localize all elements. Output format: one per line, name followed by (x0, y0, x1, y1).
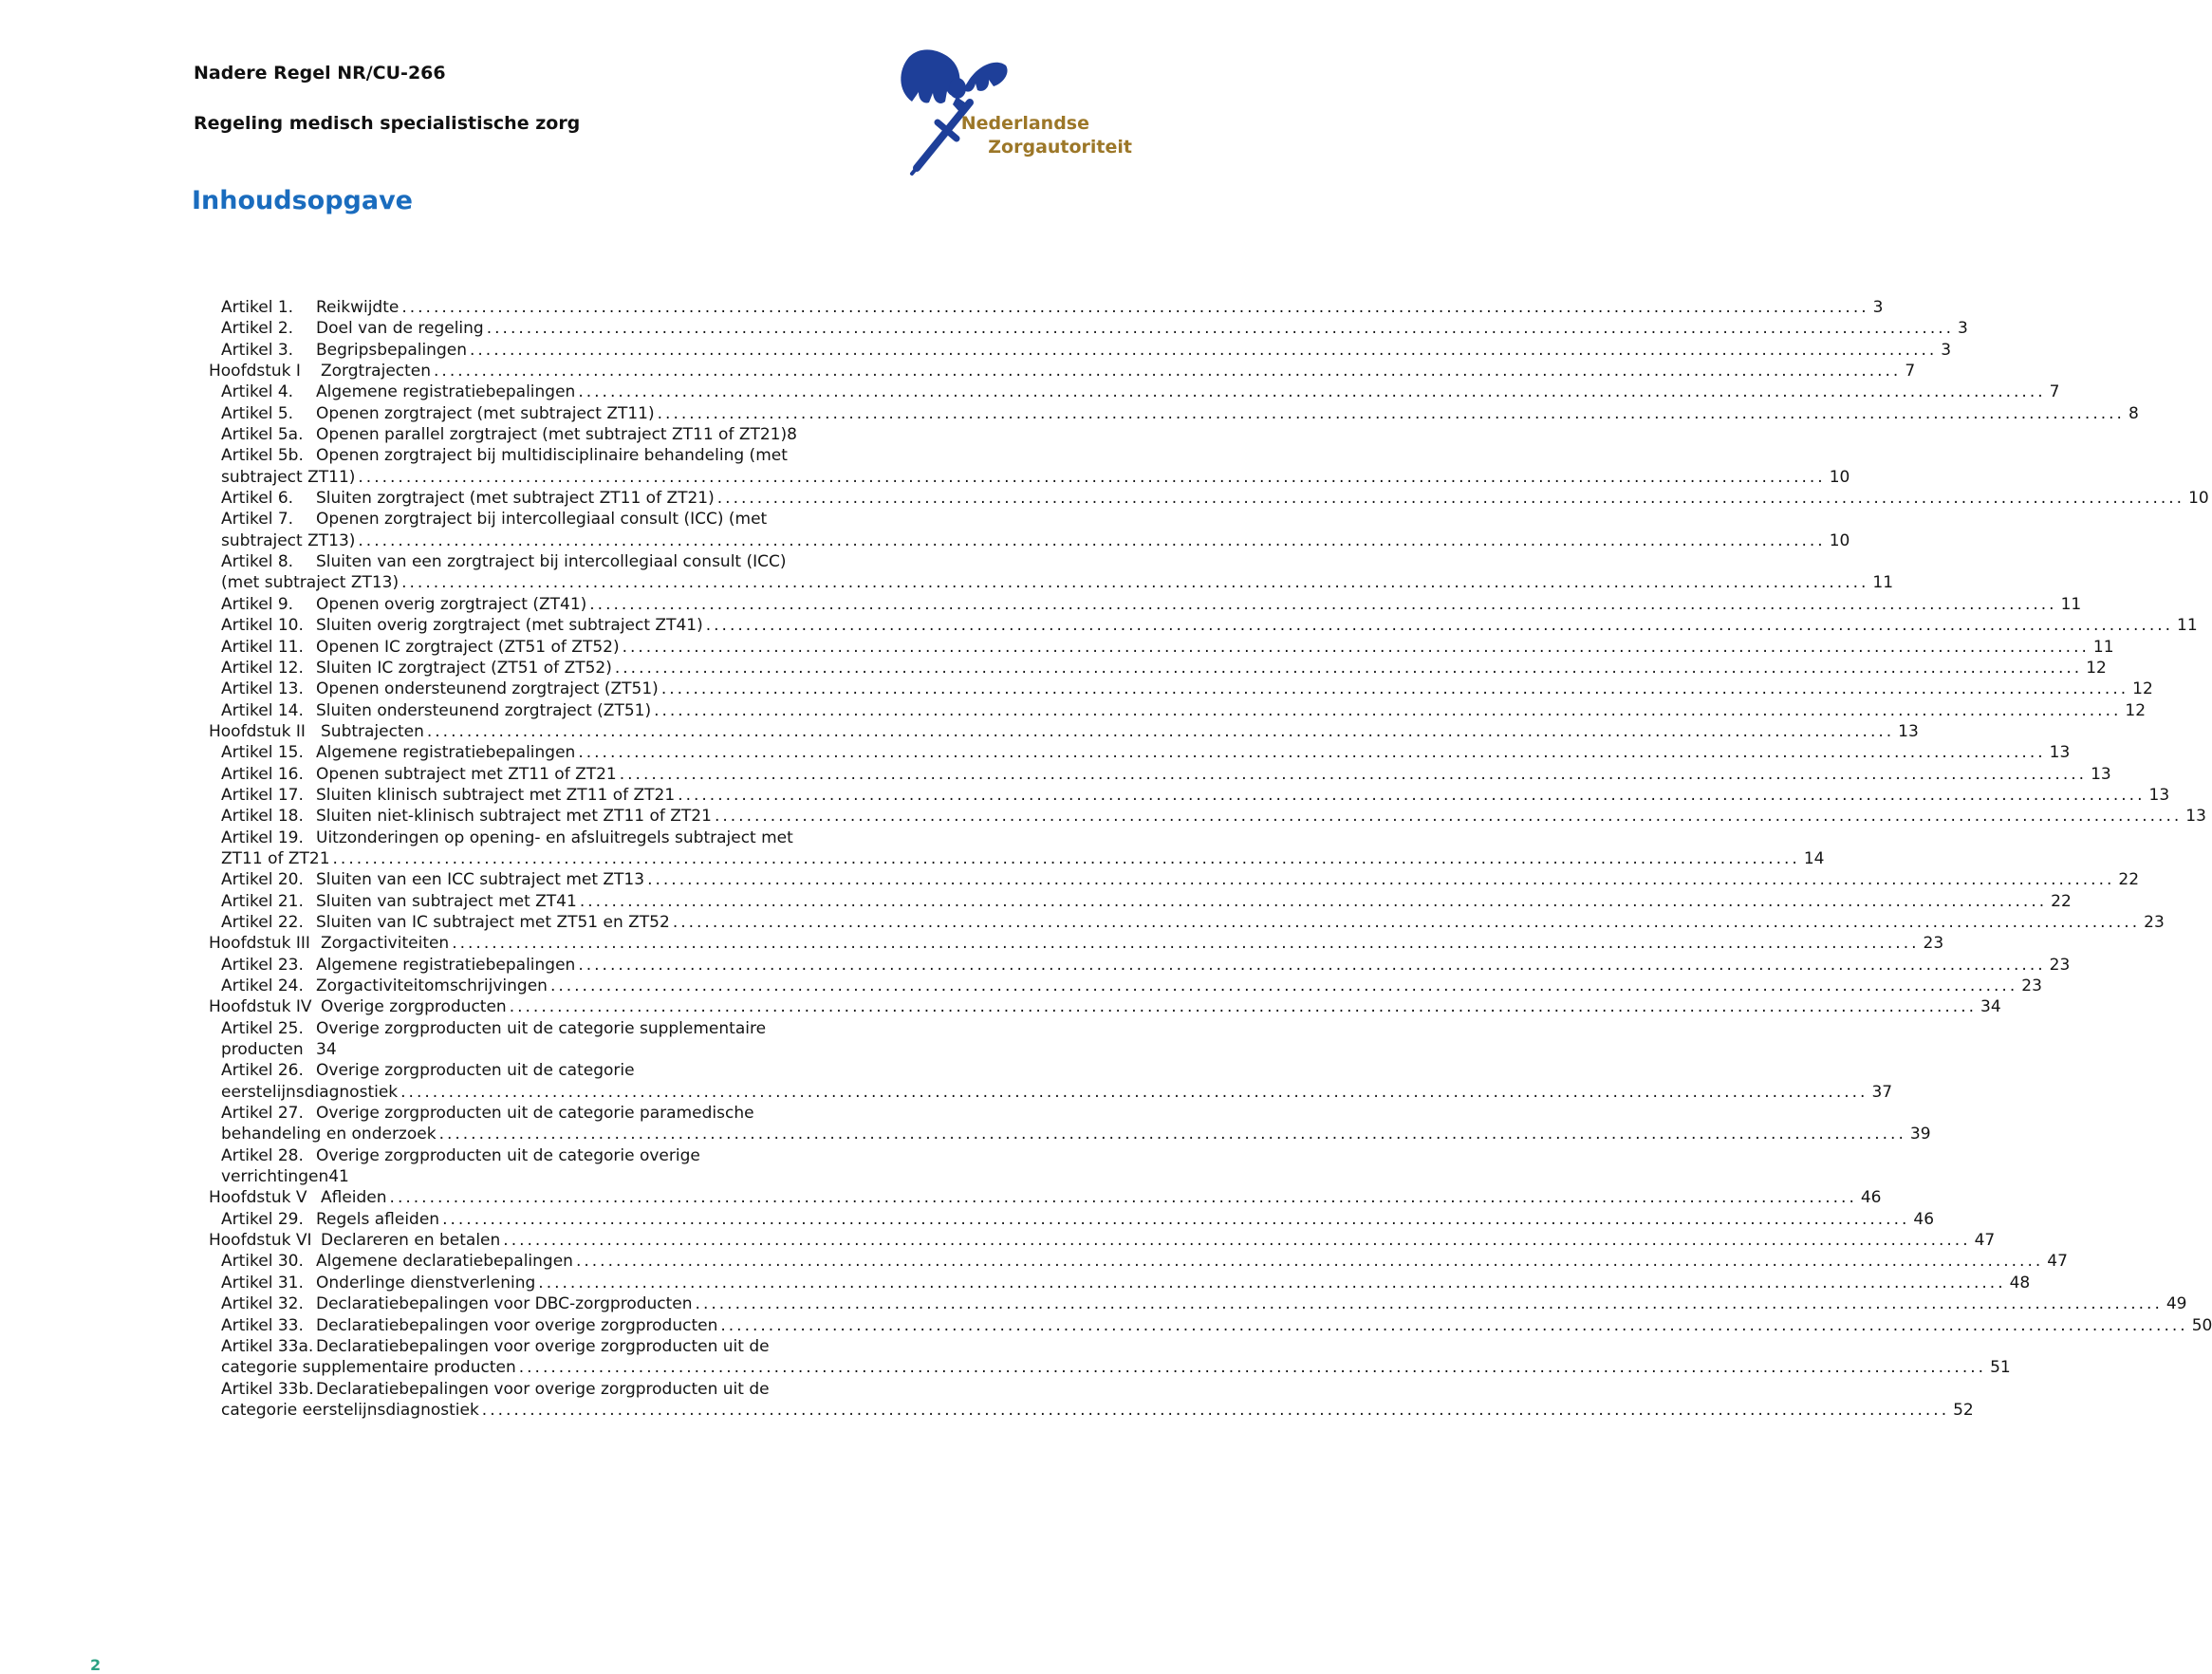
toc-entry-title: Begripsbepalingen (316, 340, 467, 360)
toc-entry-page-number: 13 (2091, 764, 2111, 784)
toc-entry-page-number: 11 (1872, 573, 1894, 593)
toc-entry-title: Zorgactiviteiten (321, 934, 450, 954)
toc-entry-page-number: 23 (2144, 912, 2165, 932)
toc-dot-leader (717, 488, 2184, 509)
toc-dot-leader (706, 615, 2173, 636)
toc-dot-leader (482, 1400, 1949, 1421)
toc-entry-label: Artikel 22. (221, 912, 304, 932)
toc-entry-page-number: 23 (2021, 976, 2042, 995)
toc-entry-label: Artikel 31. (221, 1273, 304, 1293)
toc-entry-label: Hoofdstuk II (209, 721, 306, 741)
toc-entry-title: Uitzonderingen op opening- en afsluitregels subtraject met (316, 828, 793, 847)
toc-entry-label: Artikel 9. (221, 594, 294, 614)
toc-entry-label: Artikel 13. (221, 679, 304, 699)
toc-dot-leader (400, 1082, 1868, 1103)
toc-entry-page-number: 8 (2128, 403, 2139, 423)
toc-entry-title: Sluiten van subtraject met ZT41 (316, 891, 577, 911)
toc-entry-title: Zorgtrajecten (321, 362, 432, 381)
toc-row (209, 933, 1944, 954)
toc-entry-label: Hoofdstuk I (209, 362, 301, 381)
toc-entry-label: Artikel 10. (221, 616, 304, 636)
toc-entry-label: Artikel 33. (221, 1315, 304, 1335)
toc-entry-label: Artikel 26. (221, 1061, 304, 1081)
toc-entry-label: Artikel 14. (221, 700, 304, 720)
toc-entry-title: Sluiten niet-klinisch subtraject met ZT11 of ZT21 (316, 807, 712, 827)
toc-row (209, 1018, 884, 1039)
toc-entry-page-number: 39 (1909, 1125, 1931, 1144)
toc-row (209, 679, 2153, 699)
toc-entry-title: Openen zorgtraject bij multidisciplinaire behandeling (met (316, 446, 788, 466)
toc-entry-title: Openen parallel zorgtraject (met subtraject ZT11 of ZT21)8 (316, 425, 797, 445)
toc-row (209, 1293, 2187, 1314)
toc-entry-title: Declareren en betalen (321, 1231, 501, 1251)
page-title: Inhoudsopgave (192, 186, 413, 215)
toc-entry-title: eerstelijnsdiagnostiek (221, 1082, 399, 1102)
toc-entry-title: Openen subtraject met ZT11 of ZT21 (316, 764, 617, 784)
toc-row (209, 869, 2140, 890)
toc-row (209, 976, 2042, 996)
toc-dot-leader (696, 1293, 2163, 1314)
toc-dot-leader (434, 361, 1901, 381)
toc-dot-leader (427, 721, 1894, 742)
toc-entry-title: Openen IC zorgtraject (ZT51 of ZT52) (316, 637, 620, 657)
toc-dot-leader (550, 976, 2017, 996)
toc-row (209, 1187, 1882, 1208)
toc-entry-title: ZT11 of ZT21 (221, 848, 330, 868)
toc-entry-page-number: 47 (2047, 1252, 2068, 1272)
toc-row (209, 1230, 1996, 1251)
toc-entry-title: Zorgactiviteitomschrijvingen (316, 976, 548, 995)
toc-dot-leader (654, 700, 2121, 721)
toc-dot-leader (401, 572, 1868, 593)
toc-dot-leader (358, 530, 1825, 551)
toc-entry-page-number: 11 (2060, 594, 2082, 614)
toc-dot-leader (715, 806, 2182, 827)
toc-dot-leader (487, 318, 1954, 339)
toc-entry-title: Algemene registratiebepalingen (316, 743, 576, 763)
toc-entry-title: Declaratiebepalingen voor DBC-zorgproducten (316, 1294, 693, 1314)
toc-entry-title: verrichtingen41 (221, 1167, 349, 1187)
toc-dot-leader (658, 403, 2125, 424)
toc-entry-title: Openen zorgtraject (met subtraject ZT11) (316, 403, 655, 423)
toc-row (209, 1400, 1974, 1421)
toc-dot-leader (615, 658, 2082, 679)
toc-row (209, 1379, 884, 1400)
toc-entry-title: Algemene declaratiebepalingen (316, 1252, 573, 1272)
toc-row (209, 1251, 2068, 1272)
toc-row (209, 891, 2072, 912)
toc-entry-title: Overige zorgproducten (321, 997, 507, 1017)
toc-entry-title: Sluiten IC zorgtraject (ZT51 of ZT52) (316, 658, 612, 678)
toc-entry-page-number: 46 (1913, 1209, 1935, 1229)
toc-entry-label: Artikel 32. (221, 1294, 304, 1314)
toc-entry-title: Overige zorgproducten uit de categorie overige (316, 1145, 700, 1165)
toc-entry-page-number: 12 (2125, 700, 2147, 720)
toc-entry-title: subtraject ZT11) (221, 467, 356, 487)
toc-row (209, 1166, 884, 1187)
toc-entry-title: categorie eerstelijnsdiagnostiek (221, 1400, 479, 1420)
toc-entry-page-number: 23 (1923, 934, 1944, 954)
toc-entry-title: Overige zorgproducten uit de categorie (316, 1061, 635, 1081)
toc-dot-leader (401, 297, 1868, 318)
toc-entry-title: Algemene registratiebepalingen (316, 382, 576, 402)
toc-dot-leader (519, 1357, 1986, 1378)
footer-page-number-partial: 2 (90, 1656, 102, 1674)
toc-row (209, 700, 2147, 721)
toc (209, 297, 2212, 1421)
toc-entry-label: Artikel 33a. (221, 1336, 314, 1356)
toc-entry-title: categorie supplementaire producten (221, 1358, 516, 1378)
toc-row (209, 445, 884, 466)
toc-dot-leader (503, 1230, 1970, 1251)
toc-entry-title: Openen zorgtraject bij intercollegiaal consult (ICC) (met (316, 510, 768, 530)
toc-entry-page-number: 22 (2118, 870, 2140, 890)
toc-entry-page-number: 13 (1898, 721, 1919, 741)
toc-entry-title: behandeling en onderzoek (221, 1125, 437, 1144)
toc-row (209, 551, 884, 572)
toc-entry-label: Artikel 3. (221, 340, 294, 360)
toc-entry-title: (met subtraject ZT13) (221, 573, 400, 593)
toc-entry-label: Artikel 29. (221, 1209, 304, 1229)
toc-entry-title: Reikwijdte (316, 298, 400, 317)
logo-org-name-line1: Nederlandse (960, 113, 1089, 134)
toc-entry-title: Declaratiebepalingen voor overige zorgproducten (316, 1315, 718, 1335)
toc-dot-leader (673, 912, 2140, 933)
toc-row (209, 1145, 884, 1166)
toc-row (209, 361, 1916, 381)
toc-entry-label: Artikel 24. (221, 976, 304, 995)
toc-entry-page-number: 13 (2148, 785, 2170, 805)
toc-entry-page-number: 13 (2049, 743, 2071, 763)
toc-entry-page-number: 3 (1941, 340, 1952, 360)
toc-entry-label: Artikel 28. (221, 1145, 304, 1165)
toc-entry-label: Artikel 6. (221, 489, 294, 509)
toc-entry-page-number: 47 (1974, 1231, 1996, 1251)
document-id: Nadere Regel NR/CU-266 (194, 63, 446, 84)
toc-row (209, 615, 2198, 636)
toc-entry-label: Artikel 17. (221, 785, 304, 805)
toc-entry-title: Doel van de regeling (316, 319, 484, 339)
toc-row (209, 1124, 1931, 1144)
toc-row (209, 764, 2111, 785)
toc-dot-leader (470, 340, 1937, 361)
toc-dot-leader (333, 848, 1800, 869)
toc-entry-page-number: 48 (2009, 1273, 2031, 1293)
toc-entry-title: Onderlinge dienstverlening (316, 1273, 536, 1293)
toc-entry-label: Artikel 21. (221, 891, 304, 911)
toc-entry-label: Artikel 30. (221, 1252, 304, 1272)
toc-entry-page-number: 22 (2051, 891, 2072, 911)
toc-row (209, 424, 884, 445)
toc-entry-title: Declaratiebepalingen voor overige zorgproducten uit de (316, 1379, 770, 1399)
toc-entry-page-number: 10 (2188, 489, 2209, 509)
toc-entry-label: Artikel 12. (221, 658, 304, 678)
toc-row (209, 1315, 2212, 1336)
toc-entry-title: Sluiten van een ICC subtraject met ZT13 (316, 870, 645, 890)
toc-dot-leader (620, 764, 2087, 785)
toc-entry-label: Artikel 1. (221, 298, 294, 317)
toc-dot-leader (661, 679, 2128, 699)
toc-entry-label: Artikel 11. (221, 637, 304, 657)
toc-entry-label: Artikel 5. (221, 403, 294, 423)
toc-entry-label: Artikel 7. (221, 510, 294, 530)
toc-row (209, 340, 1952, 361)
nza-angel-sword-icon (881, 42, 1015, 177)
toc-entry-label: Artikel 23. (221, 955, 304, 975)
toc-dot-leader (580, 891, 2047, 912)
toc-dot-leader (390, 1187, 1857, 1208)
toc-entry-page-number: 46 (1860, 1188, 1882, 1208)
toc-row (209, 1082, 1893, 1103)
toc-entry-label: Artikel 16. (221, 764, 304, 784)
toc-row (209, 658, 2107, 679)
toc-dot-leader (439, 1124, 1906, 1144)
toc-row (209, 1039, 884, 1060)
toc-row (209, 806, 2206, 827)
toc-dot-leader (678, 785, 2145, 806)
toc-entry-page-number: 3 (1958, 319, 1968, 339)
toc-entry-page-number: 11 (2092, 637, 2114, 657)
nza-logo (0, 0, 1176, 190)
toc-entry-label: Artikel 20. (221, 870, 304, 890)
toc-dot-leader (510, 996, 1977, 1017)
toc-entry-page-number: 3 (1872, 298, 1884, 317)
toc-row (209, 1336, 884, 1357)
toc-row (209, 996, 2001, 1017)
toc-entry-page-number: 11 (2177, 616, 2198, 636)
toc-dot-leader (720, 1315, 2187, 1336)
toc-entry-page-number: 12 (2086, 658, 2107, 678)
toc-row (209, 1209, 1935, 1230)
toc-entry-page-number: 23 (2049, 955, 2071, 975)
toc-entry-title: Sluiten van een zorgtraject bij intercollegiaal consult (ICC) (316, 552, 787, 572)
toc-entry-label: Hoofdstuk III (209, 934, 310, 954)
toc-entry-title: Sluiten klinisch subtraject met ZT11 of ZT21 (316, 785, 676, 805)
toc-row (209, 848, 1825, 869)
toc-entry-page-number: 10 (1829, 530, 1850, 550)
toc-entry-title: Afleiden (321, 1188, 387, 1208)
toc-row (209, 318, 1968, 339)
toc-entry-page-number: 50 (2191, 1315, 2212, 1335)
toc-entry-title: Declaratiebepalingen voor overige zorgproducten uit de (316, 1336, 770, 1356)
toc-dot-leader (647, 869, 2114, 890)
toc-entry-page-number: 34 (1980, 997, 2001, 1017)
toc-entry-title: Subtrajecten (321, 721, 424, 741)
toc-entry-title: 34 (316, 1040, 337, 1060)
toc-entry-page-number: 7 (2049, 382, 2060, 402)
toc-entry-page-number: 12 (2132, 679, 2153, 699)
toc-entry-page-number: 14 (1803, 848, 1825, 868)
toc-dot-leader (576, 1251, 2043, 1272)
toc-entry-title: Sluiten zorgtraject (met subtraject ZT11 of ZT21) (316, 489, 715, 509)
toc-entry-page-number: 13 (2185, 807, 2206, 827)
toc-row (209, 594, 2082, 615)
toc-row (209, 912, 2165, 933)
document-subtitle: Regeling medisch specialistische zorg (194, 113, 581, 134)
toc-entry-label: Artikel 5b. (221, 446, 304, 466)
toc-dot-leader (589, 594, 2056, 615)
toc-row (209, 721, 1919, 742)
toc-dot-leader (358, 467, 1825, 488)
toc-row (209, 488, 2209, 509)
toc-entry-title: Regels afleiden (316, 1209, 440, 1229)
toc-entry-label: Artikel 27. (221, 1104, 304, 1124)
toc-entry-label: Artikel 33b. (221, 1379, 314, 1399)
toc-entry-label: Hoofdstuk V (209, 1188, 307, 1208)
toc-entry-title: Overige zorgproducten uit de categorie supplementaire (316, 1018, 767, 1038)
toc-entry-page-number: 37 (1871, 1082, 1893, 1102)
toc-entry-label: Artikel 5a. (221, 425, 304, 445)
toc-dot-leader (623, 637, 2090, 658)
toc-entry-label: Artikel 19. (221, 828, 304, 847)
toc-entry-label: Hoofdstuk IV (209, 997, 312, 1017)
toc-entry-label: Artikel 2. (221, 319, 294, 339)
toc-entry-title: Sluiten ondersteunend zorgtraject (ZT51) (316, 700, 652, 720)
toc-row (209, 572, 1894, 593)
toc-dot-leader (578, 955, 2045, 976)
toc-row (209, 509, 884, 530)
toc-entry-page-number: 51 (1990, 1358, 2011, 1378)
toc-row (209, 1103, 884, 1124)
toc-entry-label: Artikel 25. (221, 1018, 304, 1038)
toc-entry-page-number: 52 (1953, 1400, 1974, 1420)
toc-row (209, 785, 2170, 806)
toc-entry-label: Artikel 4. (221, 382, 294, 402)
toc-row (209, 828, 884, 848)
toc-entry-label: Artikel 8. (221, 552, 294, 572)
toc-entry-title: Openen ondersteunend zorgtraject (ZT51) (316, 679, 659, 699)
toc-entry-label: Hoofdstuk VI (209, 1231, 312, 1251)
toc-row (209, 530, 1850, 551)
toc-row (209, 1357, 2011, 1378)
toc-entry-page-number: 10 (1829, 467, 1850, 487)
toc-dot-leader (578, 381, 2045, 402)
toc-row (209, 742, 2071, 763)
toc-entry-title: Algemene registratiebepalingen (316, 955, 576, 975)
toc-dot-leader (538, 1273, 2005, 1293)
logo-org-name-line2: Zorgautoriteit (988, 137, 1132, 158)
toc-dot-leader (452, 933, 1919, 954)
toc-entry-label: Artikel 15. (221, 743, 304, 763)
toc-entry-label: Artikel 18. (221, 807, 304, 827)
toc-row (209, 297, 1884, 318)
toc-entry-title: Openen overig zorgtraject (ZT41) (316, 594, 587, 614)
toc-row (209, 1273, 2031, 1293)
toc-row (209, 637, 2114, 658)
toc-row (209, 403, 2139, 424)
toc-row (209, 1060, 884, 1081)
toc-entry-title: Sluiten van IC subtraject met ZT51 en ZT52 (316, 912, 670, 932)
toc-entry-title: subtraject ZT13) (221, 530, 356, 550)
toc-entry-label: producten (221, 1040, 304, 1060)
toc-dot-leader (578, 742, 2045, 763)
toc-row (209, 467, 1850, 488)
toc-row (209, 955, 2071, 976)
toc-row (209, 381, 2060, 402)
toc-entry-page-number: 7 (1905, 362, 1916, 381)
toc-entry-title: Sluiten overig zorgtraject (met subtraject ZT41) (316, 616, 703, 636)
toc-entry-page-number: 49 (2166, 1294, 2187, 1314)
toc-dot-leader (442, 1209, 1909, 1230)
toc-entry-title: Overige zorgproducten uit de categorie paramedische (316, 1104, 754, 1124)
